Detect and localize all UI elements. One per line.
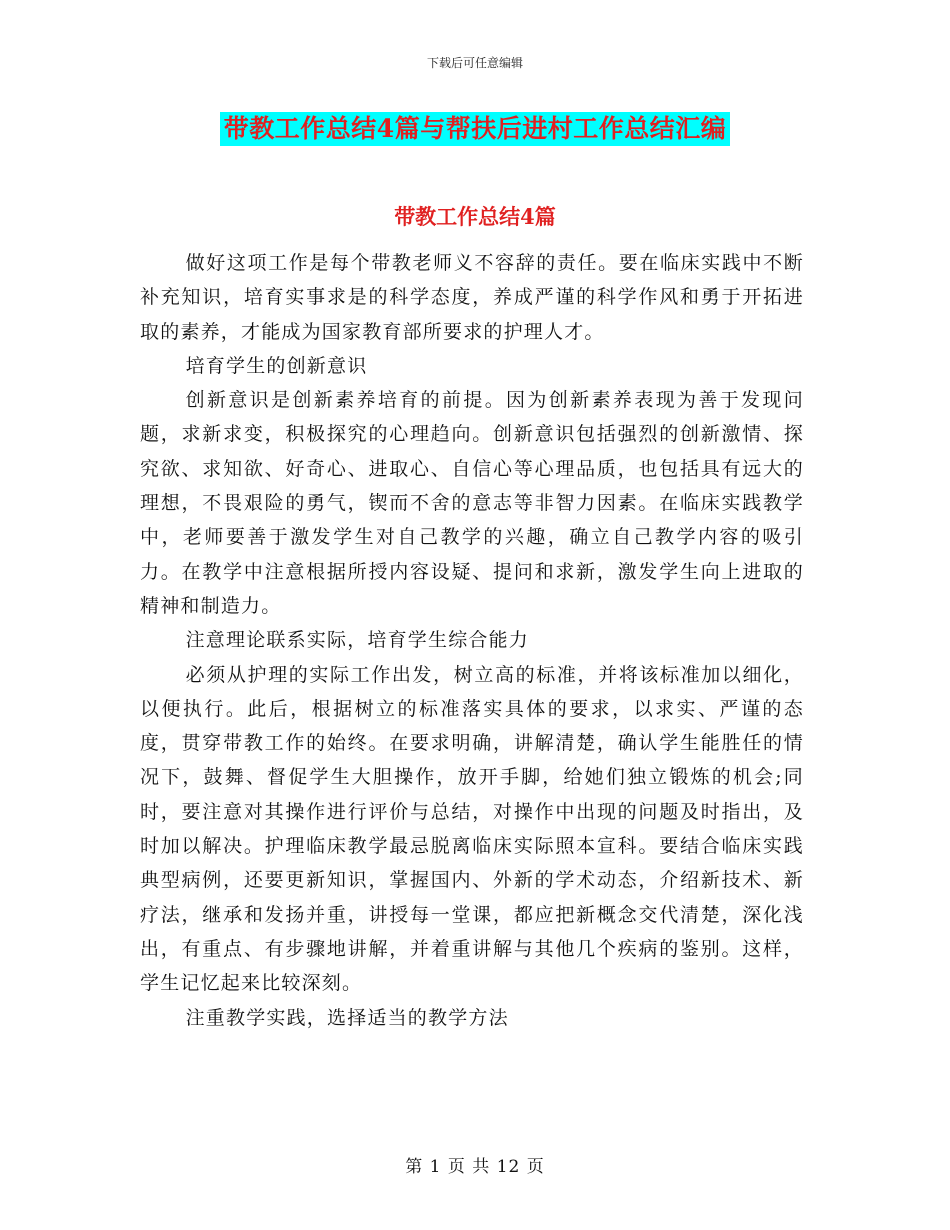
subheading: 培育学生的创新意识 [185, 354, 368, 377]
page-number: 第 1 页 共 12 页 [405, 1157, 545, 1177]
paragraph: 做好这项工作是每个带教老师义不容辞的责任。要在临床实践中不断补充知识，培育实事求是的科学态度，养成严谨的科学作风和勇于开拓进取的素养，才能成为国家教育部所要求的护理人才。 [140, 252, 804, 343]
document-body [140, 246, 804, 1035]
paragraph: 必须从护理的实际工作出发，树立高的标准，并将该标准加以细化，以便执行。此后，根据树立的标准落实具体的要求，以求实、严谨的态度，贯穿带教工作的始终。在要求明确，讲解清楚，确认学生能胜任的情况下，鼓舞、督促学生大胆操作，放开手脚，给她们独立锻炼的机会;同时，要注意对其操作进行评价与总结，对操作中出现的问题及时指出，及时加以解决。护理临床教学最忌脱离临床实际照本宣科。要结合临床实践典型病例，还要更新知识，掌握国内、外新的学术动态，介绍新技术、新疗法，继承和发扬并重，讲授每一堂课，都应把新概念交代清楚，深化浅出，有重点、有步骤地讲解，并着重讲解与其他几个疾病的鉴别。这样，学生记忆起来比较深刻。 [140, 663, 804, 995]
subheading: 注重教学实践，选择适当的教学方法 [185, 1006, 509, 1029]
subheading: 注意理论联系实际，培育学生综合能力 [185, 629, 529, 652]
paragraph: 创新意识是创新素养培育的前提。因为创新素养表现为善于发现问题，求新求变，积极探究的心理趋向。创新意识包括强烈的创新激情、探究欲、求知欲、好奇心、进取心、自信心等心理品质，也包括具有远大的理想，不畏艰险的勇气，锲而不舍的意志等非智力因素。在临床实践教学中，老师要善于激发学生对自己教学的兴趣，确立自己教学内容的吸引力。在教学中注意根据所授内容设疑、提问和求新，激发学生向上进取的精神和制造力。 [140, 389, 804, 617]
document-title [0, 112, 950, 146]
header-note: 下载后可任意编辑 [426, 56, 523, 70]
section-title: 带教工作总结4篇 [394, 204, 556, 229]
document-title-text: 带教工作总结4篇与帮扶后进村工作总结汇编 [220, 112, 730, 146]
